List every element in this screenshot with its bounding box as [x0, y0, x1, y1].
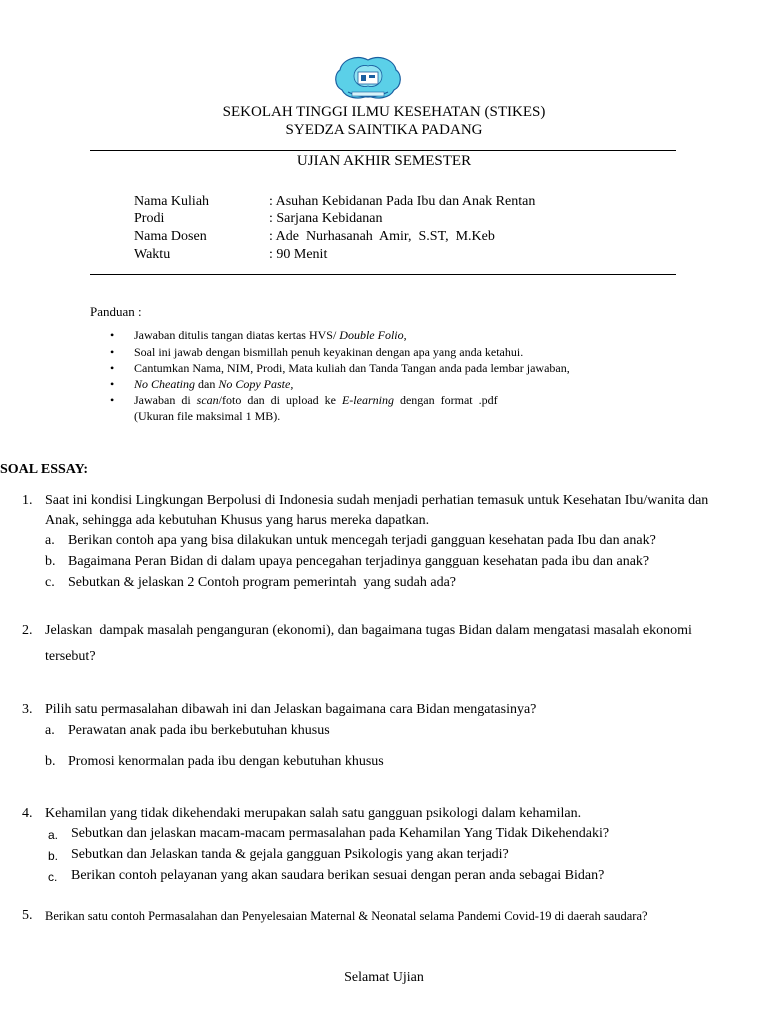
sub-question: Bagaimana Peran Bidan di dalam upaya pencegahan terjadinya gangguan kesehatan pada ibu dan anak? [68, 554, 650, 569]
info-label: Nama Kuliah [134, 194, 210, 209]
bullet: • [110, 361, 115, 375]
question-text: Berikan satu contoh Permasalahan dan Penyelesaian Maternal & Neonatal selama Pandemi Covid-19 di daerah saudara? [45, 909, 648, 923]
question-number: 4. [22, 806, 33, 821]
sub-letter: a. [45, 723, 55, 738]
question-text: tersebut? [45, 649, 96, 664]
header-divider [90, 150, 676, 151]
info-value: : Ade Nurhasanah Amir, S.ST, M.Keb [269, 229, 495, 244]
bullet: • [110, 345, 115, 359]
question-text: Pilih satu permasalahan dibawah ini dan Jelaskan bagaimana cara Bidan mengatasinya? [45, 702, 537, 717]
closing-text: Selamat Ujian [344, 970, 424, 985]
question-number: 2. [22, 623, 33, 638]
bullet: • [110, 328, 115, 342]
question-text: Jelaskan dampak masalah penganguran (ekonomi), dan bagaimana tugas Bidan dalam mengatasi masalah ekonomi [45, 623, 692, 638]
sub-question: Perawatan anak pada ibu berkebutuhan khusus [68, 723, 330, 738]
sub-question: Berikan contoh pelayanan yang akan saudara berikan sesuai dengan peran anda sebagai Bidan? [71, 868, 605, 883]
sub-question: Sebutkan dan Jelaskan tanda & gejala gangguan Psikologis yang akan terjadi? [71, 847, 509, 862]
question-number: 1. [22, 493, 33, 508]
sub-letter: c. [48, 870, 58, 884]
institution-name: SEKOLAH TINGGI ILMU KESEHATAN (STIKES) [222, 104, 546, 120]
exam-title: UJIAN AKHIR SEMESTER [296, 153, 472, 169]
question-text: Kehamilan yang tidak dikehendaki merupakan salah satu gangguan psikologi dalam kehamilan. [45, 806, 582, 821]
guide-item: Cantumkan Nama, NIM, Prodi, Mata kuliah dan Tanda Tangan anda pada lembar jawaban, [134, 361, 570, 375]
info-value: : Sarjana Kebidanan [269, 211, 383, 226]
sub-question: Berikan contoh apa yang bisa dilakukan untuk mencegah terjadi gangguan kesehatan pada Ibu dan anak? [68, 533, 656, 548]
sub-letter: a. [48, 828, 59, 842]
institution-name-line2: SYEDZA SAINTIKA PADANG [285, 122, 483, 138]
guide-item: Jawaban di scan/foto dan di upload ke E-learning dengan format .pdf [134, 393, 498, 407]
bullet: • [110, 393, 115, 407]
sub-letter: a. [45, 533, 55, 548]
info-label: Waktu [134, 247, 171, 262]
bullet: • [110, 377, 115, 391]
question-number: 5. [22, 908, 33, 923]
sub-letter: b. [45, 754, 56, 769]
sub-question: Sebutkan dan jelaskan macam-macam permasalahan pada Kehamilan Yang Tidak Dikehendaki? [71, 826, 610, 841]
info-value: : Asuhan Kebidanan Pada Ibu dan Anak Rentan [269, 194, 536, 209]
guide-item: No Cheating dan No Copy Paste, [134, 377, 294, 391]
question-text: Anak, sehingga ada kebutuhan Khusus yang harus mereka dapatkan. [45, 513, 430, 528]
sub-question: Sebutkan & jelaskan 2 Contoh program pemerintah yang sudah ada? [68, 575, 457, 590]
info-label: Nama Dosen [134, 229, 207, 244]
college-crest-icon [332, 56, 404, 104]
essay-heading: SOAL ESSAY: [0, 462, 89, 477]
sub-letter: c. [45, 575, 55, 590]
info-label: Prodi [134, 211, 165, 226]
guide-item: Jawaban ditulis tangan diatas kertas HVS/ Double Folio, [134, 328, 407, 342]
sub-question: Promosi kenormalan pada ibu dengan kebutuhan khusus [68, 754, 384, 769]
question-text: Saat ini kondisi Lingkungan Berpolusi di Indonesia sudah menjadi perhatian temasuk untuk Kesehatan Ibu/wanita dan [45, 493, 709, 508]
sub-letter: b. [48, 849, 59, 863]
info-value: : 90 Menit [269, 247, 328, 262]
guide-item-note: (Ukuran file maksimal 1 MB). [134, 409, 281, 423]
question-number: 3. [22, 702, 33, 717]
guide-title: Panduan : [90, 304, 142, 319]
guide-item: Soal ini jawab dengan bismillah penuh keyakinan dengan apa yang anda ketahui. [134, 345, 524, 359]
sub-letter: b. [45, 554, 56, 569]
info-divider [90, 274, 676, 275]
